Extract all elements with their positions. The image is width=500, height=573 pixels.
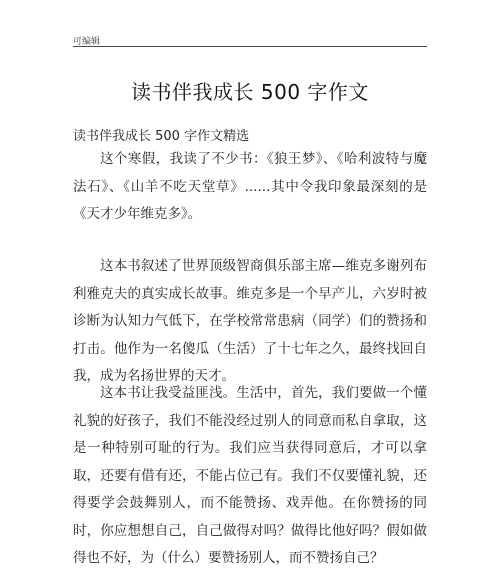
paragraph-2: 这本书叙述了世界顶级智商俱乐部主席—维克多谢列布利雅克夫的真实成长故事。维克多是一个早产儿，六岁时被诊断为认知力气低下，在学校常常患病（同学）们的赞扬和打击。他作为一名傻瓜（生活）了十七年之久，最终找回自我，成为名扬世界的天才。 (73, 258, 427, 384)
header-label: 可编辑 (73, 37, 101, 47)
paragraph-1: 这个寒假，我读了不少书：《狼王梦》、《哈利波特与魔法石》、《山羊不吃天堂草》......其中令我印象最深刻的是《天才少年维克多》。 (73, 151, 427, 222)
header-divider (73, 46, 427, 47)
paragraph-3: 这本书让我受益匪浅。生活中，首先，我们要做一个懂礼貌的好孩子，我们不能没经过别人的同意而私自拿取，这是一种特别可耻的行为。我们应当获得同意后，才可以拿取，还要有借有还，不能占位己有。我们不仅要懂礼貌，还得要学会鼓舞别人，而不能赞扬、戏弄他。在你赞扬的同时，你应想想自己，自己做得对吗？做得比他好吗？假如做得也不好，为（什么）要赞扬别人，而不赞扬自己？ (73, 385, 427, 566)
document-title: 读书伴我成长 500 字作文 (131, 80, 369, 104)
document-subtitle: 读书伴我成长 500 字作文精选 (73, 129, 250, 144)
